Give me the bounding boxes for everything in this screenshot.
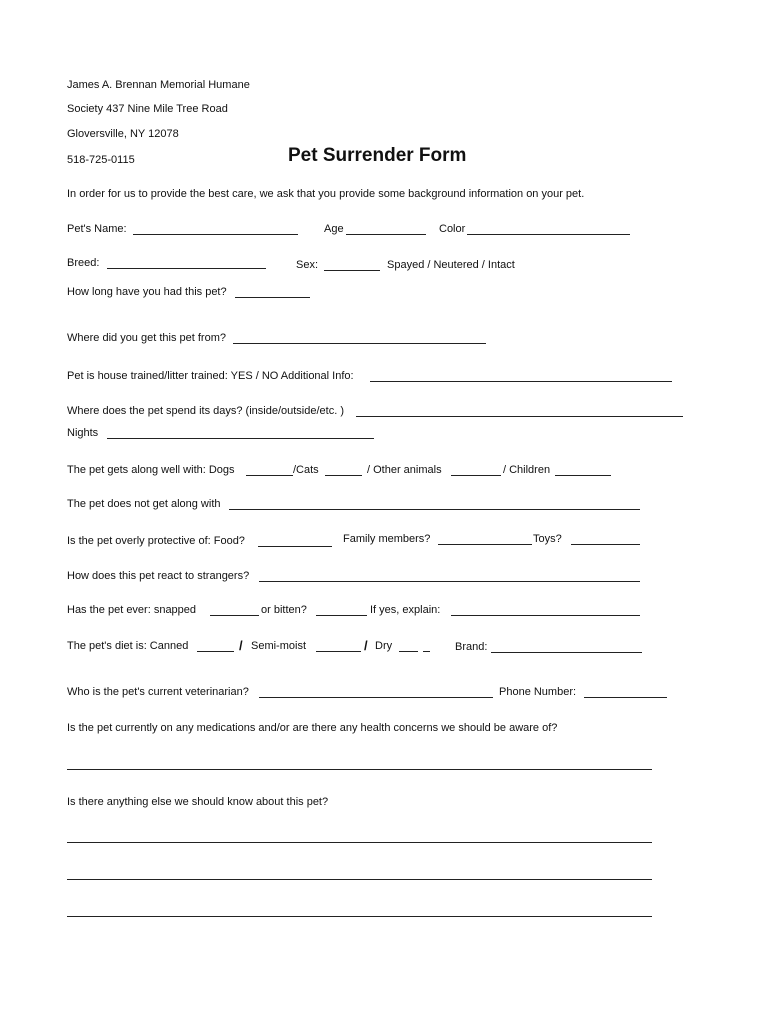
form-title: Pet Surrender Form xyxy=(288,145,467,166)
family-members-field[interactable] xyxy=(438,544,532,545)
days-field[interactable] xyxy=(356,416,683,417)
age-label: Age xyxy=(324,223,344,235)
snapped-field[interactable] xyxy=(210,615,259,616)
dogs-field[interactable] xyxy=(246,475,293,476)
diet-separator: / xyxy=(239,638,243,653)
days-label: Where does the pet spend its days? (inside/outside/etc. ) xyxy=(67,405,344,417)
breed-field[interactable] xyxy=(107,268,266,269)
spayed-status-options: Spayed / Neutered / Intact xyxy=(387,259,515,271)
bitten-field[interactable] xyxy=(316,615,367,616)
strangers-label: How does this pet react to strangers? xyxy=(67,570,250,582)
pet-name-label: Pet's Name: xyxy=(67,223,127,235)
vet-field[interactable] xyxy=(259,697,493,698)
phone-number-field[interactable] xyxy=(584,697,667,698)
children-label: / Children xyxy=(503,464,551,476)
how-long-field[interactable] xyxy=(235,297,310,298)
snapped-label: Has the pet ever: snapped xyxy=(67,604,197,616)
nights-field[interactable] xyxy=(107,438,374,439)
age-field[interactable] xyxy=(346,234,426,235)
strangers-field[interactable] xyxy=(259,581,640,582)
canned-field[interactable] xyxy=(197,651,234,652)
diet-separator-2: / xyxy=(364,638,368,653)
house-trained-info-field[interactable] xyxy=(370,381,672,382)
org-city-line: Gloversville, NY 12078 xyxy=(67,128,179,140)
medications-label: Is the pet currently on any medications and/or are there any health concerns we should be aware of? xyxy=(67,722,558,734)
diet-label: The pet's diet is: Canned xyxy=(67,640,189,652)
not-along-label: The pet does not get along with xyxy=(67,498,221,510)
food-field[interactable] xyxy=(258,546,332,547)
org-address-line: Society 437 Nine Mile Tree Road xyxy=(67,103,228,115)
anything-else-line-2[interactable] xyxy=(67,879,652,880)
how-long-label: How long have you had this pet? xyxy=(67,286,227,298)
cats-field[interactable] xyxy=(325,475,362,476)
children-field[interactable] xyxy=(555,475,611,476)
not-along-field[interactable] xyxy=(229,509,640,510)
other-animals-label: / Other animals xyxy=(367,464,442,476)
form-intro: In order for us to provide the best care, we ask that you provide some background information on your pet. xyxy=(67,188,585,200)
anything-else-line-3[interactable] xyxy=(67,916,652,917)
semi-moist-field[interactable] xyxy=(316,651,361,652)
explain-label: If yes, explain: xyxy=(370,604,441,616)
breed-label: Breed: xyxy=(67,257,100,269)
protective-label: Is the pet overly protective of: Food? xyxy=(67,535,245,547)
semi-moist-label: Semi-moist xyxy=(251,640,307,652)
org-name-line: James A. Brennan Memorial Humane xyxy=(67,79,250,91)
dry-field[interactable] xyxy=(399,651,418,652)
toys-label: Toys? xyxy=(533,533,562,545)
nights-label: Nights xyxy=(67,427,99,439)
where-from-field[interactable] xyxy=(233,343,486,344)
color-label: Color xyxy=(439,223,466,235)
other-animals-field[interactable] xyxy=(451,475,501,476)
pet-name-field[interactable] xyxy=(133,234,298,235)
where-from-label: Where did you get this pet from? xyxy=(67,332,226,344)
vet-label: Who is the pet's current veterinarian? xyxy=(67,686,249,698)
brand-label: Brand: xyxy=(455,641,488,653)
medications-field[interactable] xyxy=(67,769,652,770)
phone-number-label: Phone Number: xyxy=(499,686,577,698)
anything-else-line-1[interactable] xyxy=(67,842,652,843)
org-phone: 518-725-0115 xyxy=(67,154,135,166)
sex-field[interactable] xyxy=(324,270,380,271)
house-trained-label: Pet is house trained/litter trained: YES / NO Additional Info: xyxy=(67,370,354,382)
explain-field[interactable] xyxy=(451,615,640,616)
cats-label: /Cats xyxy=(293,464,319,476)
bitten-label: or bitten? xyxy=(261,604,307,616)
brand-field[interactable] xyxy=(491,652,642,653)
family-members-label: Family members? xyxy=(343,533,431,545)
gets-along-label: The pet gets along well with: Dogs xyxy=(67,464,235,476)
color-field[interactable] xyxy=(467,234,630,235)
dry-field-2[interactable] xyxy=(423,651,430,652)
anything-else-label: Is there anything else we should know about this pet? xyxy=(67,796,329,808)
dry-label: Dry xyxy=(375,640,393,652)
sex-label: Sex: xyxy=(296,259,319,271)
toys-field[interactable] xyxy=(571,544,640,545)
